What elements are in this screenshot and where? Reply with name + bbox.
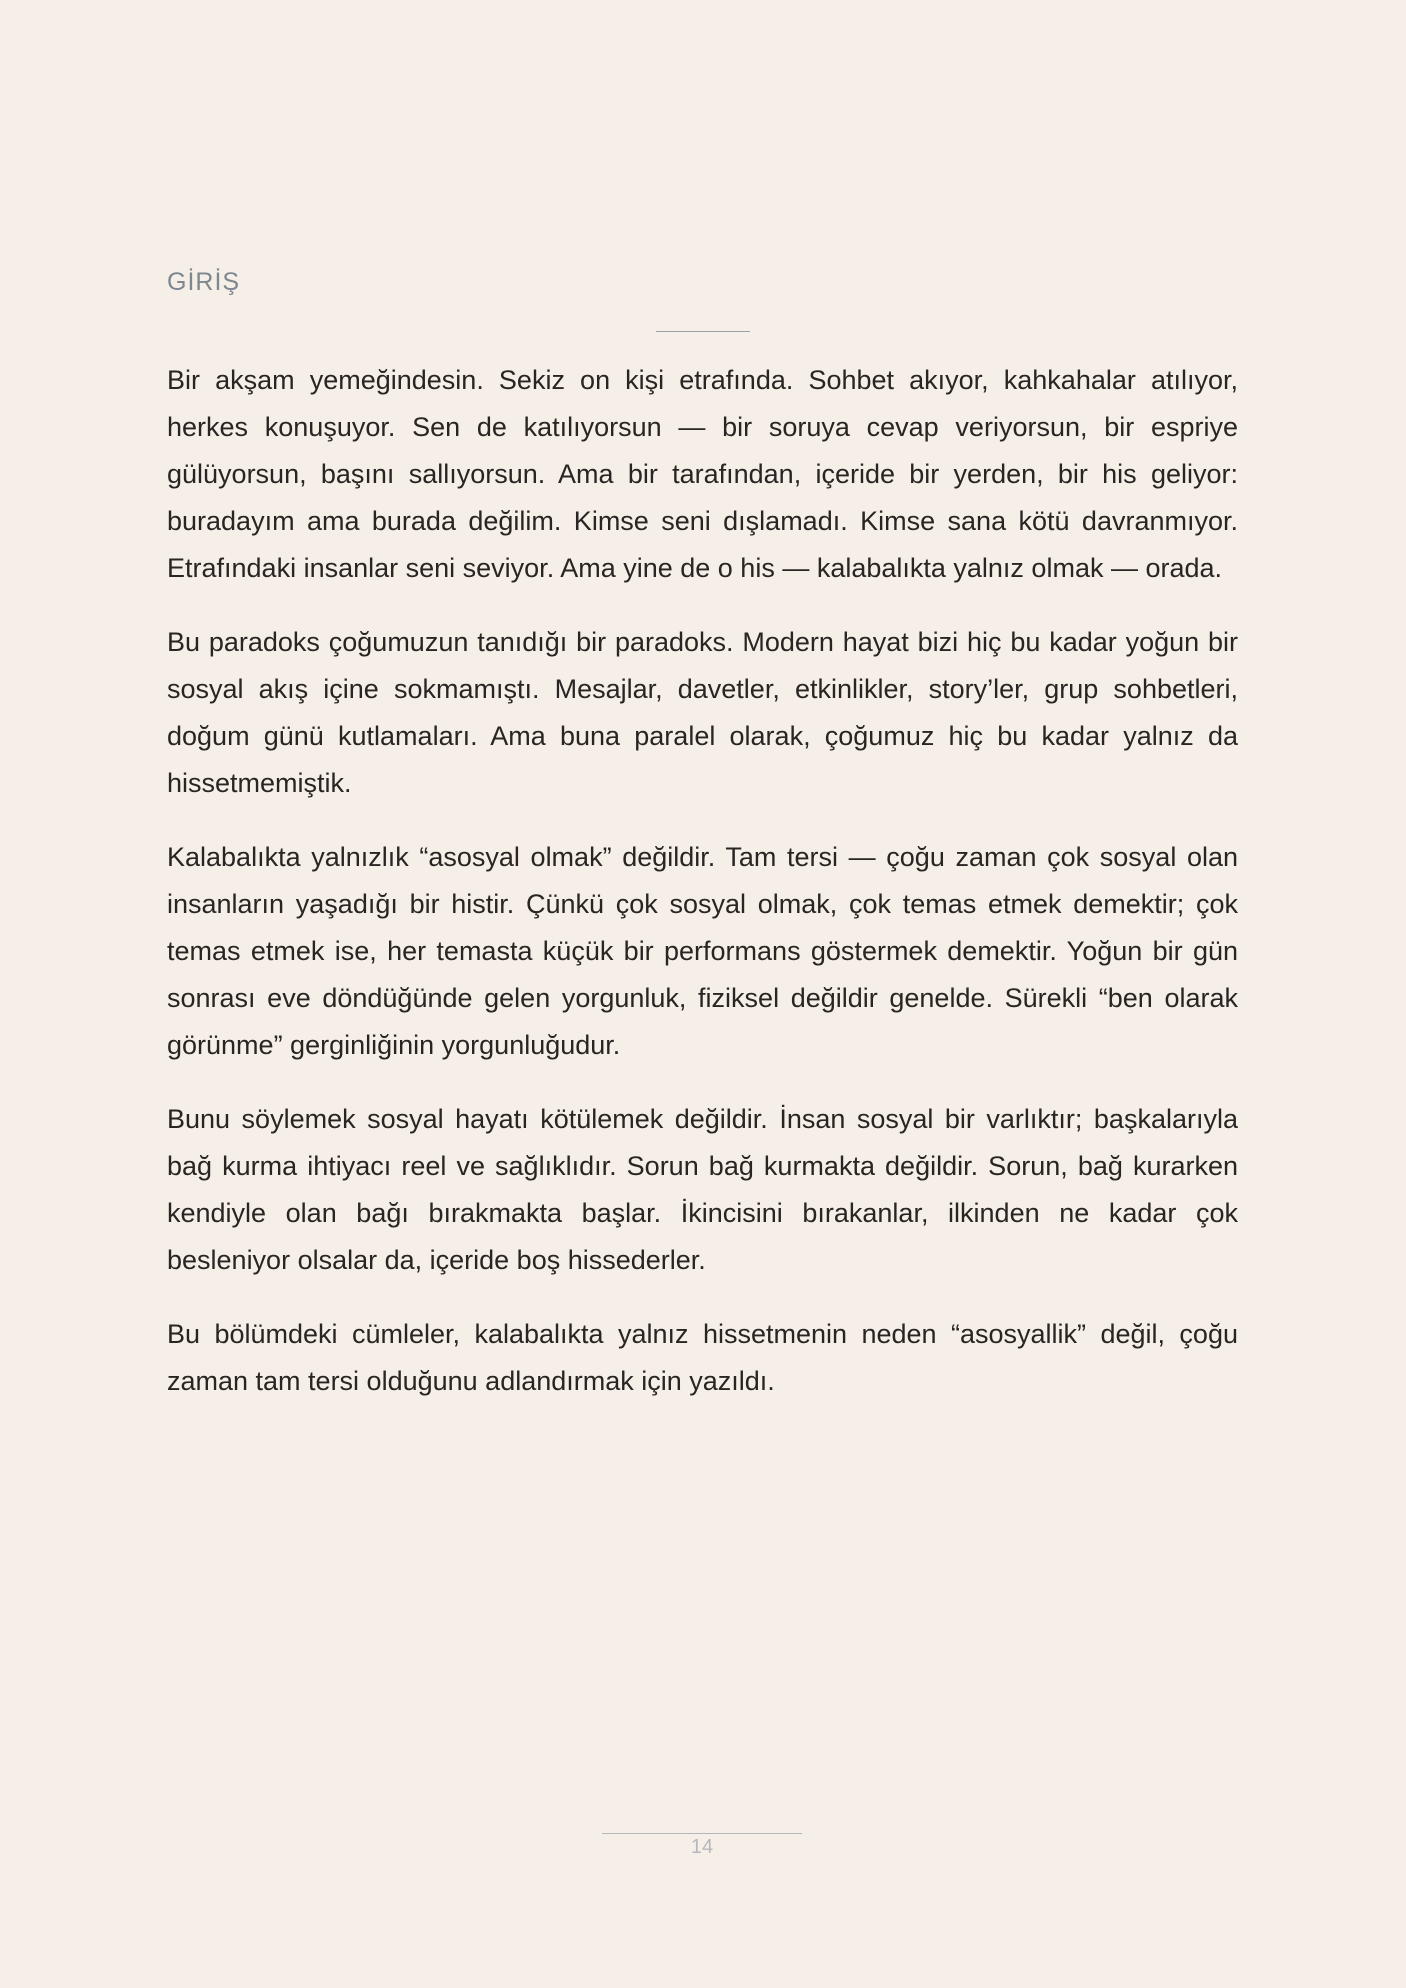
page-number: 14: [690, 1836, 714, 1858]
paragraph-4: Bunu söylemek sosyal hayatı kötülemek değildir. İnsan sosyal bir varlıktır; başkalarıyla bağ kurma ihtiyacı reel ve sağlıklıdır. Sorun bağ kurmakta değildir. Sorun, bağ kurarken kendiyle olan bağı bırakmakta başlar. İkincisini bırakanlar, ilkinden ne kadar çok besleniyor olsalar da, içeride boş hissederler.: [167, 1104, 1238, 1275]
paragraph-1: Bir akşam yemeğindesin. Sekiz on kişi etrafında. Sohbet akıyor, kahkahalar atılıyor, herkes konuşuyor. Sen de katılıyorsun — bir soruya cevap veriyorsun, bir espriye gülüyorsun, başını sallıyorsun. Ama bir tarafından, içeride bir yerden, bir his geliyor: buradayım ama burada değilim. Kimse seni dışlamadı. Kimse sana kötü davranmıyor. Etrafındaki insanlar seni seviyor. Ama yine de o his — kalabalıkta yalnız olmak — orada.: [167, 365, 1238, 583]
title-divider: [656, 331, 750, 332]
footer-divider: [602, 1833, 802, 1834]
paragraph-5: Bu bölümdeki cümleler, kalabalıkta yalnız hissetmenin neden “asosyallik” değil, çoğu zaman tam tersi olduğunu adlandırmak için yazıldı.: [167, 1319, 1238, 1396]
paragraph-3: Kalabalıkta yalnızlık “asosyal olmak” değildir. Tam tersi — çoğu zaman çok sosyal olan insanların yaşadığı bir histir. Çünkü çok sosyal olmak, çok temas etmek demektir; çok temas etmek ise, her temasta küçük bir performans göstermek demektir. Yoğun bir gün sonrası eve döndüğünde gelen yorgunluk, fiziksel değildir genelde. Sürekli “ben olarak görünme” gerginliğinin yorgunluğudur.: [167, 842, 1238, 1060]
chapter-label: GİRİŞ: [167, 268, 241, 296]
chapter-body: [167, 357, 1238, 1432]
paragraph-2: Bu paradoks çoğumuzun tanıdığı bir paradoks. Modern hayat bizi hiç bu kadar yoğun bir sosyal akış içine sokmamıştı. Mesajlar, davetler, etkinlikler, story’ler, grup sohbetleri, doğum günü kutlamaları. Ama buna paralel olarak, çoğumuz hiç bu kadar yalnız da hissetmemiştik.: [167, 627, 1238, 798]
